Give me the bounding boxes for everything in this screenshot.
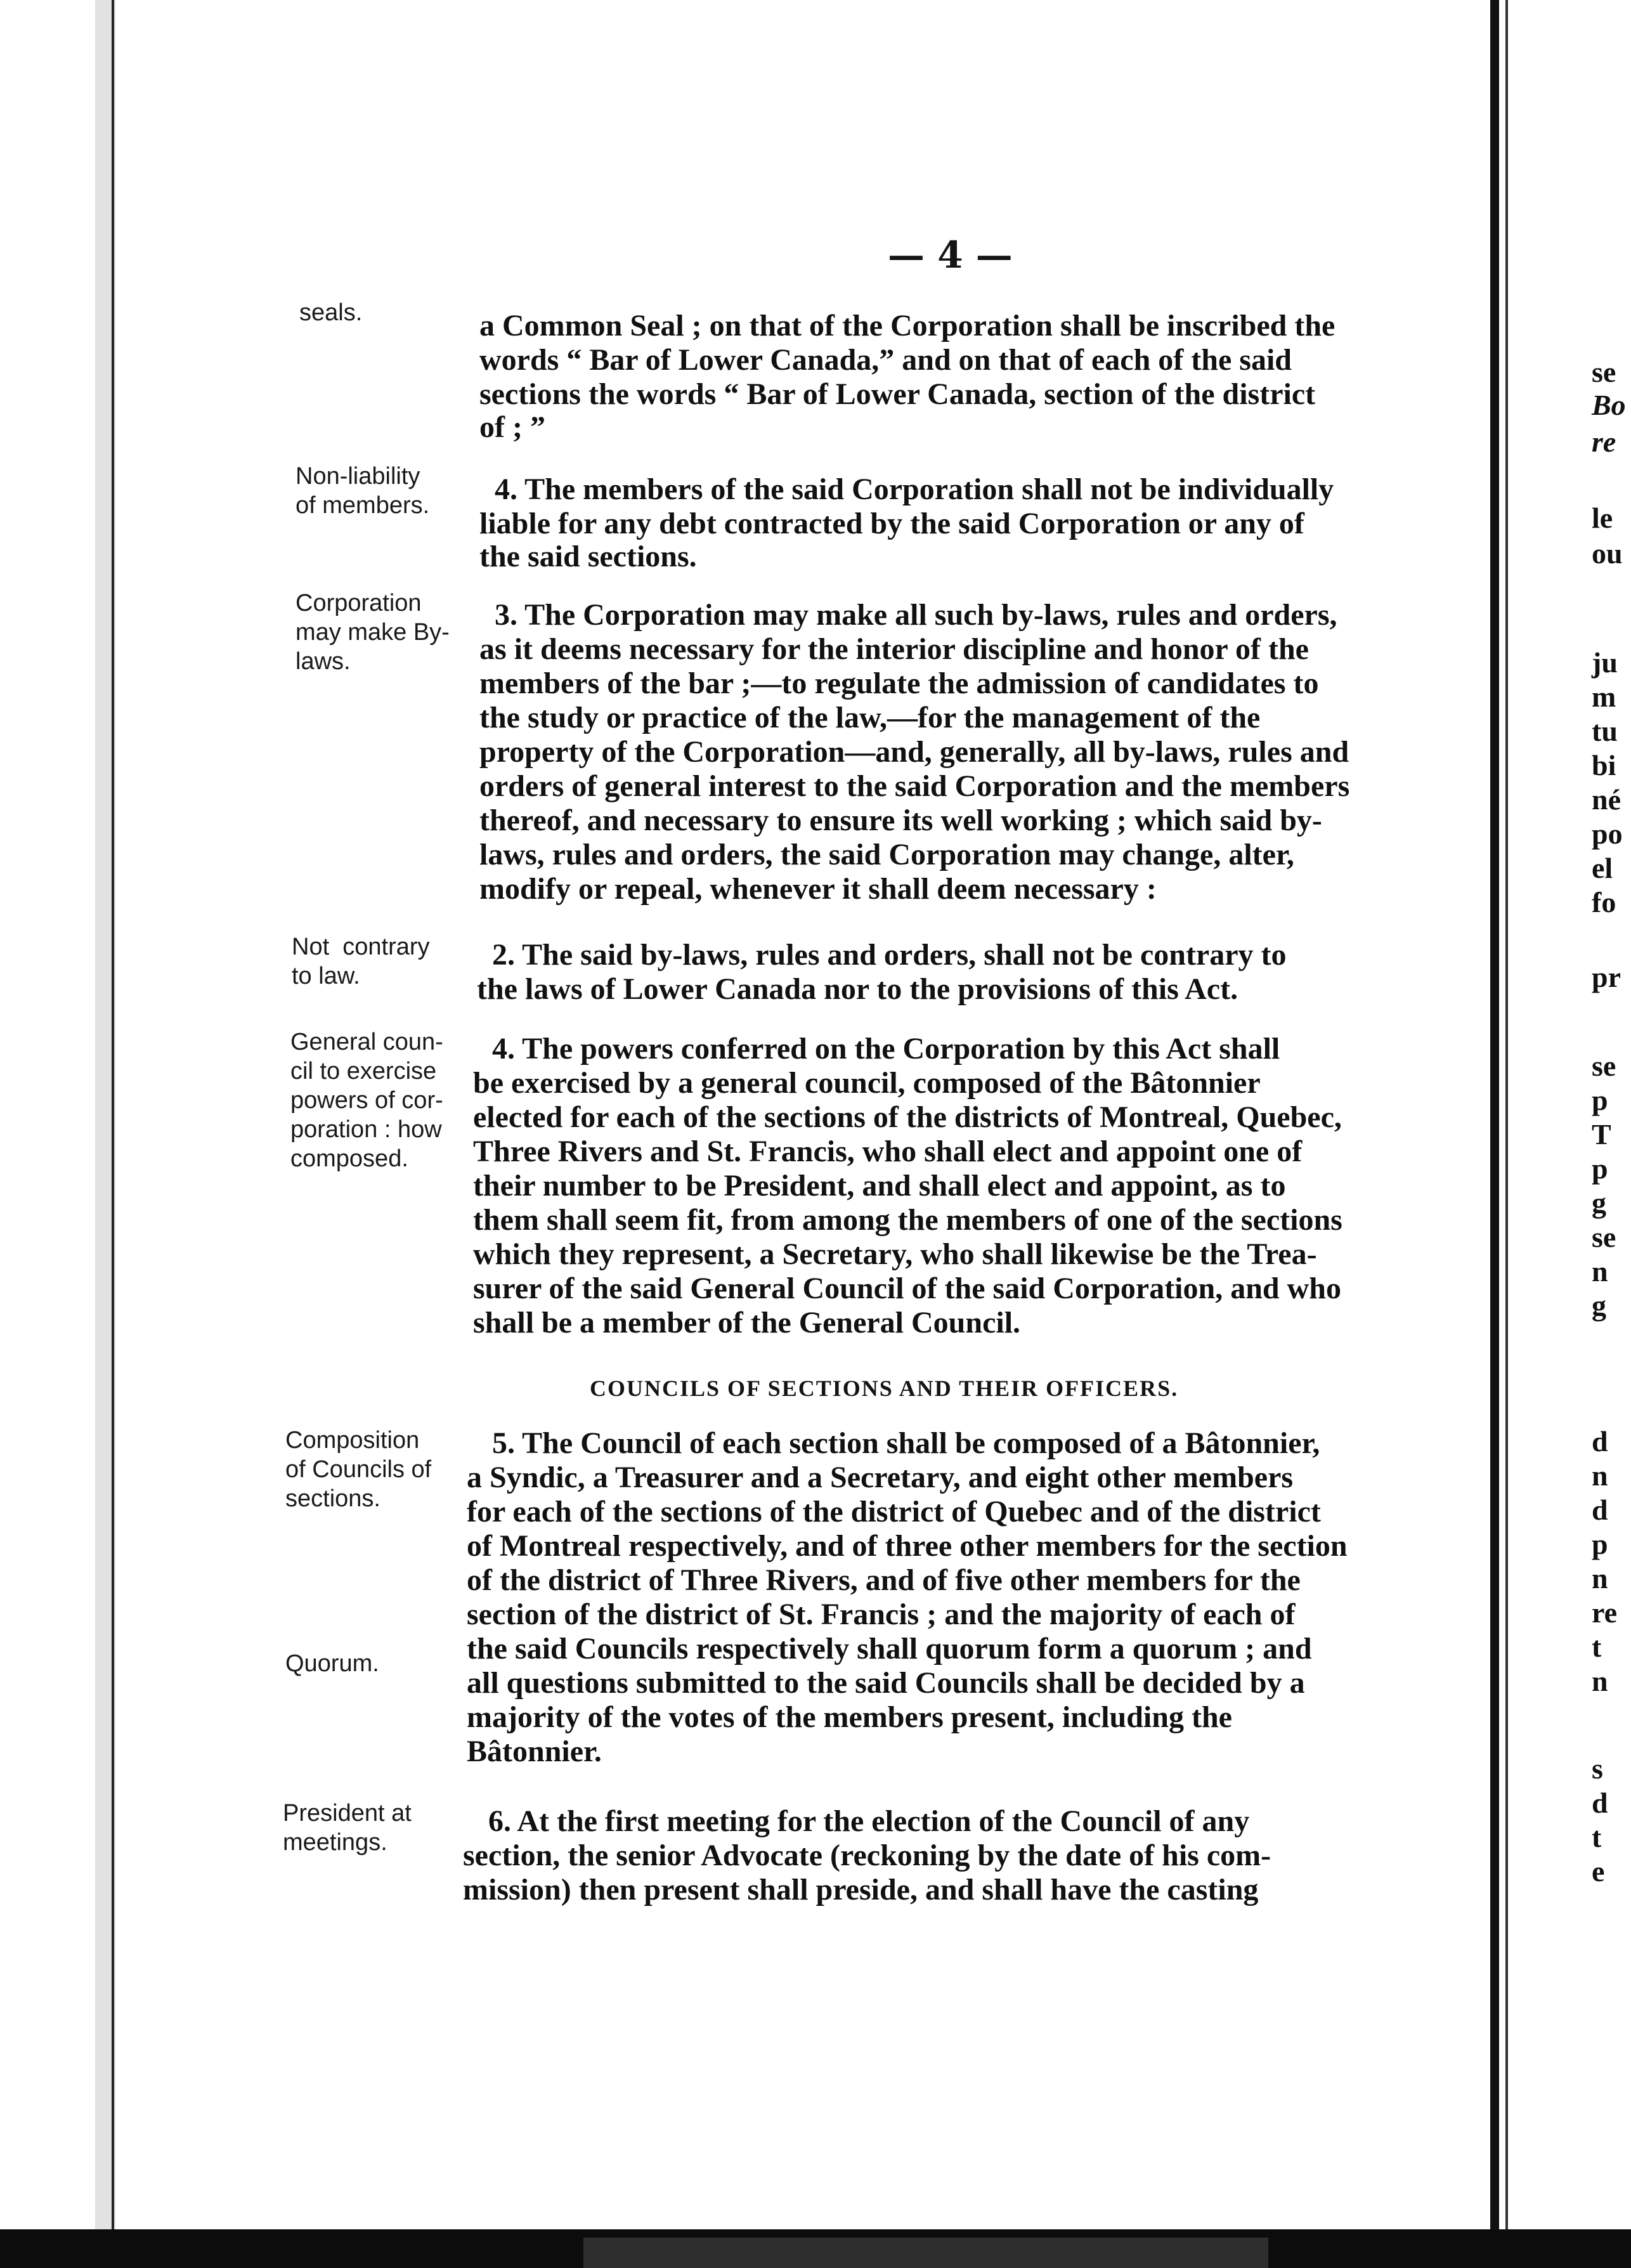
text-line: shall be a member of the General Council.: [473, 1306, 1021, 1339]
text-line: liable for any debt contracted by the said Corporation or any of: [479, 507, 1304, 540]
facing-page-fragment: e: [1592, 1855, 1605, 1887]
text-line: of Montreal respectively, and of three other members for the section: [467, 1529, 1348, 1563]
text-line: mission) then present shall preside, and shall have the casting: [463, 1873, 1259, 1906]
text-line: of the district of Three Rivers, and of five other members for the: [467, 1563, 1301, 1597]
facing-page-fragment: p: [1592, 1152, 1608, 1185]
page-number: — 4 —: [888, 233, 1013, 277]
margin-note-not-contrary: Not contrary to law.: [292, 934, 430, 989]
facing-page-fragment: g: [1592, 1289, 1606, 1322]
text-line: be exercised by a general council, composed of the Bâtonnier: [473, 1066, 1261, 1100]
text-line: Three Rivers and St. Francis, who shall elect and appoint one of: [473, 1135, 1303, 1168]
text-line: elected for each of the sections of the districts of Montreal, Quebec,: [473, 1100, 1342, 1134]
facing-page-fragment: se: [1592, 1221, 1616, 1253]
margin-note-president: President at meetings.: [283, 1800, 412, 1856]
text-line: 5. The Council of each section shall be composed of a Bâtonnier,: [492, 1426, 1320, 1460]
facing-page-fragment: d: [1592, 1787, 1608, 1819]
text-line: laws, rules and orders, the said Corporation may change, alter,: [479, 838, 1294, 871]
facing-page-fragment: se: [1592, 1050, 1616, 1082]
text-line: them shall seem fit, from among the members of one of the sections: [473, 1203, 1342, 1237]
margin-note-general-council: General coun- cil to exercise powers of cor- poration : how composed.: [290, 1029, 443, 1172]
facing-page-fragment: g: [1592, 1187, 1606, 1219]
text-line: 3. The Corporation may make all such by-laws, rules and orders,: [495, 598, 1337, 632]
text-line: property of the Corporation—and, generally, all by-laws, rules and: [479, 735, 1349, 769]
text-line: the laws of Lower Canada nor to the provisions of this Act.: [477, 972, 1238, 1006]
facing-page-fragment: se: [1592, 356, 1616, 388]
facing-page-fragment: n: [1592, 1562, 1608, 1594]
text-line: modify or repeal, whenever it shall deem necessary :: [479, 872, 1157, 906]
page-left-edge-line: [112, 0, 114, 2245]
facing-page-fragment: po: [1592, 818, 1623, 850]
text-line: a Common Seal ; on that of the Corporation shall be inscribed the: [479, 309, 1335, 342]
text-line: majority of the votes of the members present, including the: [467, 1700, 1232, 1734]
facing-page-fragment: T: [1592, 1118, 1611, 1150]
gutter-rule: [1490, 0, 1499, 2239]
text-line: members of the bar ;—to regulate the admission of candidates to: [479, 667, 1319, 700]
text-line: 4. The members of the said Corporation shall not be individually: [495, 472, 1334, 506]
facing-page-fragment: le: [1592, 502, 1613, 534]
facing-page-fragment: re: [1592, 1596, 1618, 1629]
margin-note-quorum: Quorum.: [285, 1650, 379, 1677]
text-line: a Syndic, a Treasurer and a Secretary, and eight other members: [467, 1461, 1294, 1494]
facing-page-fragment: s: [1592, 1752, 1603, 1785]
text-line: the study or practice of the law,—for the management of the: [479, 701, 1261, 734]
text-line: 4. The powers conferred on the Corporation by this Act shall: [492, 1032, 1280, 1066]
facing-page-fragment: t: [1592, 1631, 1602, 1663]
text-line: as it deems necessary for the interior discipline and honor of the: [479, 632, 1309, 666]
facing-page-fragment: d: [1592, 1494, 1608, 1526]
facing-page-fragment: ju: [1592, 646, 1618, 679]
facing-page-fragment: n: [1592, 1665, 1608, 1697]
text-line: of ; ”: [479, 410, 545, 444]
margin-note-seals: seals.: [299, 299, 363, 326]
facing-page-fragment: p: [1592, 1084, 1608, 1116]
section-heading: COUNCILS OF SECTIONS AND THEIR OFFICERS.: [590, 1376, 1179, 1401]
facing-page-fragment: m: [1592, 681, 1616, 713]
facing-page-fragment: bi: [1592, 749, 1616, 781]
facing-page-fragment: t: [1592, 1821, 1602, 1853]
text-line: which they represent, a Secretary, who shall likewise be the Trea-: [473, 1237, 1317, 1271]
facing-page-fragment: fo: [1592, 886, 1616, 918]
text-line: the said sections.: [479, 540, 697, 573]
facing-page-fragment: p: [1592, 1528, 1608, 1560]
text-line: all questions submitted to the said Councils shall be decided by a: [467, 1666, 1305, 1700]
facing-page-fragment: el: [1592, 852, 1613, 884]
gutter-rule-thin: [1505, 0, 1508, 2239]
facing-page-fragment: tu: [1592, 715, 1618, 747]
text-line: section of the district of St. Francis ; and the majority of each of: [467, 1598, 1296, 1631]
margin-note-bylaws: Corporation may make By- laws.: [296, 590, 450, 675]
facing-page-fragment: d: [1592, 1425, 1608, 1457]
text-line: section, the senior Advocate (reckoning by the date of his com-: [463, 1839, 1271, 1872]
margin-note-composition: Composition of Councils of sections.: [285, 1427, 432, 1512]
scan-bottom-shadow: [583, 2238, 1268, 2268]
text-line: 2. The said by-laws, rules and orders, shall not be contrary to: [492, 938, 1287, 972]
text-line: 6. At the first meeting for the election of the Council of any: [488, 1804, 1250, 1838]
facing-page-fragment: n: [1592, 1459, 1608, 1492]
text-line: thereof, and necessary to ensure its well working ; which said by-: [479, 804, 1322, 837]
facing-page-fragment: re: [1592, 426, 1616, 458]
facing-page-fragment: n: [1592, 1255, 1608, 1287]
text-line: for each of the sections of the district of Quebec and of the district: [467, 1495, 1321, 1528]
facing-page-fragment: né: [1592, 783, 1621, 816]
text-line: surer of the said General Council of the said Corporation, and who: [473, 1272, 1341, 1305]
facing-page-fragment: Bo: [1592, 389, 1626, 421]
text-line: their number to be President, and shall elect and appoint, as to: [473, 1169, 1286, 1202]
facing-page-fragment: pr: [1592, 961, 1621, 993]
text-line: the said Councils respectively shall quorum form a quorum ; and: [467, 1632, 1312, 1665]
text-line: orders of general interest to the said Corporation and the members: [479, 769, 1350, 803]
facing-page-fragment: ou: [1592, 537, 1623, 570]
text-line: sections the words “ Bar of Lower Canada, section of the district: [479, 377, 1316, 411]
text-line: Bâtonnier.: [467, 1735, 602, 1768]
margin-note-non-liability: Non-liability of members.: [296, 463, 430, 519]
text-line: words “ Bar of Lower Canada,” and on that of each of the said: [479, 343, 1292, 377]
